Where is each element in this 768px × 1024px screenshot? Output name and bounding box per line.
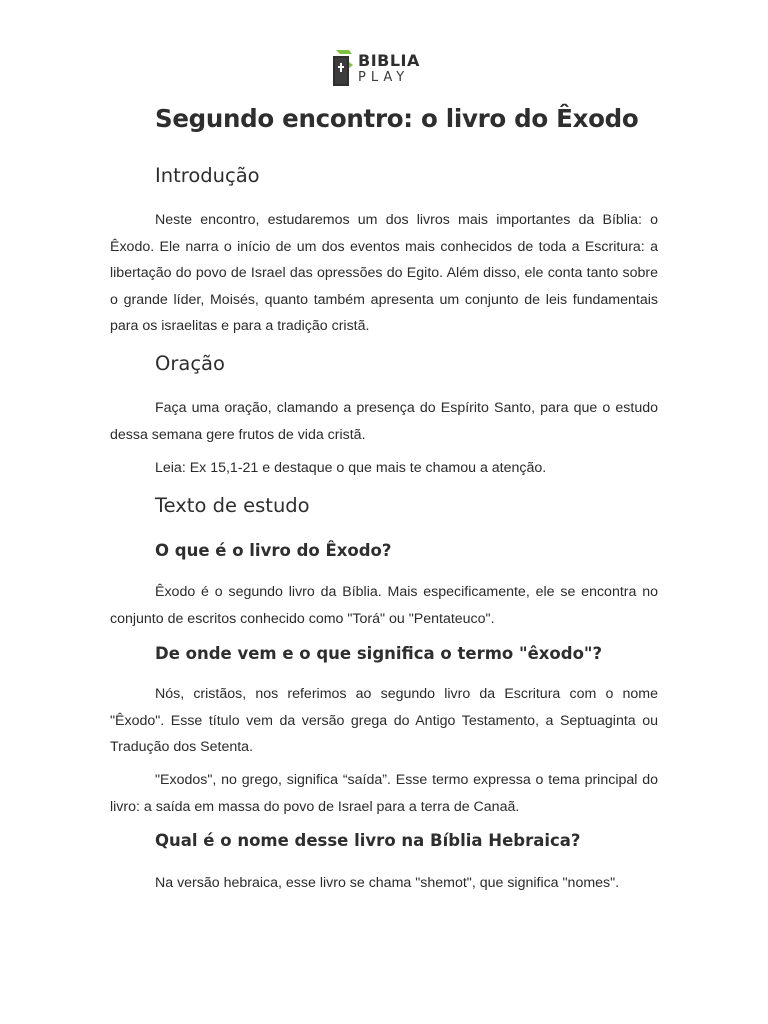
heading-texto-de-estudo: Texto de estudo xyxy=(155,494,310,517)
intro-paragraph: Neste encontro, estudaremos um dos livros mais importantes da Bíblia: o Êxodo. Ele narra o início de um dos eventos mais conhecidos de toda a Escritura: a libertação do povo de Israel das opressões do Egito. Além disso, ele conta tanto sobre o grande líder, Moisés, quanto também apresenta um conjunto de leis fundamentais para os israelitas e para a tradição cristã. xyxy=(110,212,658,334)
logo-text-biblia: BIBLIA xyxy=(358,50,420,70)
reading-paragraph: Leia: Ex 15,1-21 e destaque o que mais te chamou a atenção. xyxy=(155,460,547,476)
prayer-paragraph: Faça uma oração, clamando a presença do Espírito Santo, para que o estudo dessa semana gere frutos de vida cristã. xyxy=(110,400,658,443)
bible-book-icon xyxy=(332,48,354,88)
logo-text-play: PLAY xyxy=(358,69,410,85)
biblia-play-logo xyxy=(330,44,444,92)
page-title: Segundo encontro: o livro do Êxodo xyxy=(155,104,639,133)
question-heading-3: Qual é o nome desse livro na Bíblia Hebraica? xyxy=(155,831,581,850)
answer-paragraph-2b: "Exodos", no grego, significa “saída”. Esse termo expressa o tema principal do livro: a saída em massa do povo de Israel para a terra de Canaã. xyxy=(110,772,658,815)
heading-oracao: Oração xyxy=(155,352,225,375)
answer-paragraph-2a: Nós, cristãos, nos referimos ao segundo livro da Escritura com o nome "Êxodo". Esse título vem da versão grega do Antigo Testamento, a Septuaginta ou Tradução dos Setenta. xyxy=(110,686,658,755)
answer-paragraph-1: Êxodo é o segundo livro da Bíblia. Mais especificamente, ele se encontra no conjunto de escritos conhecido como "Torá" ou "Pentateuco". xyxy=(110,584,658,627)
answer-paragraph-3: Na versão hebraica, esse livro se chama "shemot", que significa "nomes". xyxy=(155,875,620,891)
question-heading-1: O que é o livro do Êxodo? xyxy=(155,541,392,560)
heading-introducao: Introdução xyxy=(155,164,260,187)
question-heading-2: De onde vem e o que significa o termo "êxodo"? xyxy=(155,644,603,663)
